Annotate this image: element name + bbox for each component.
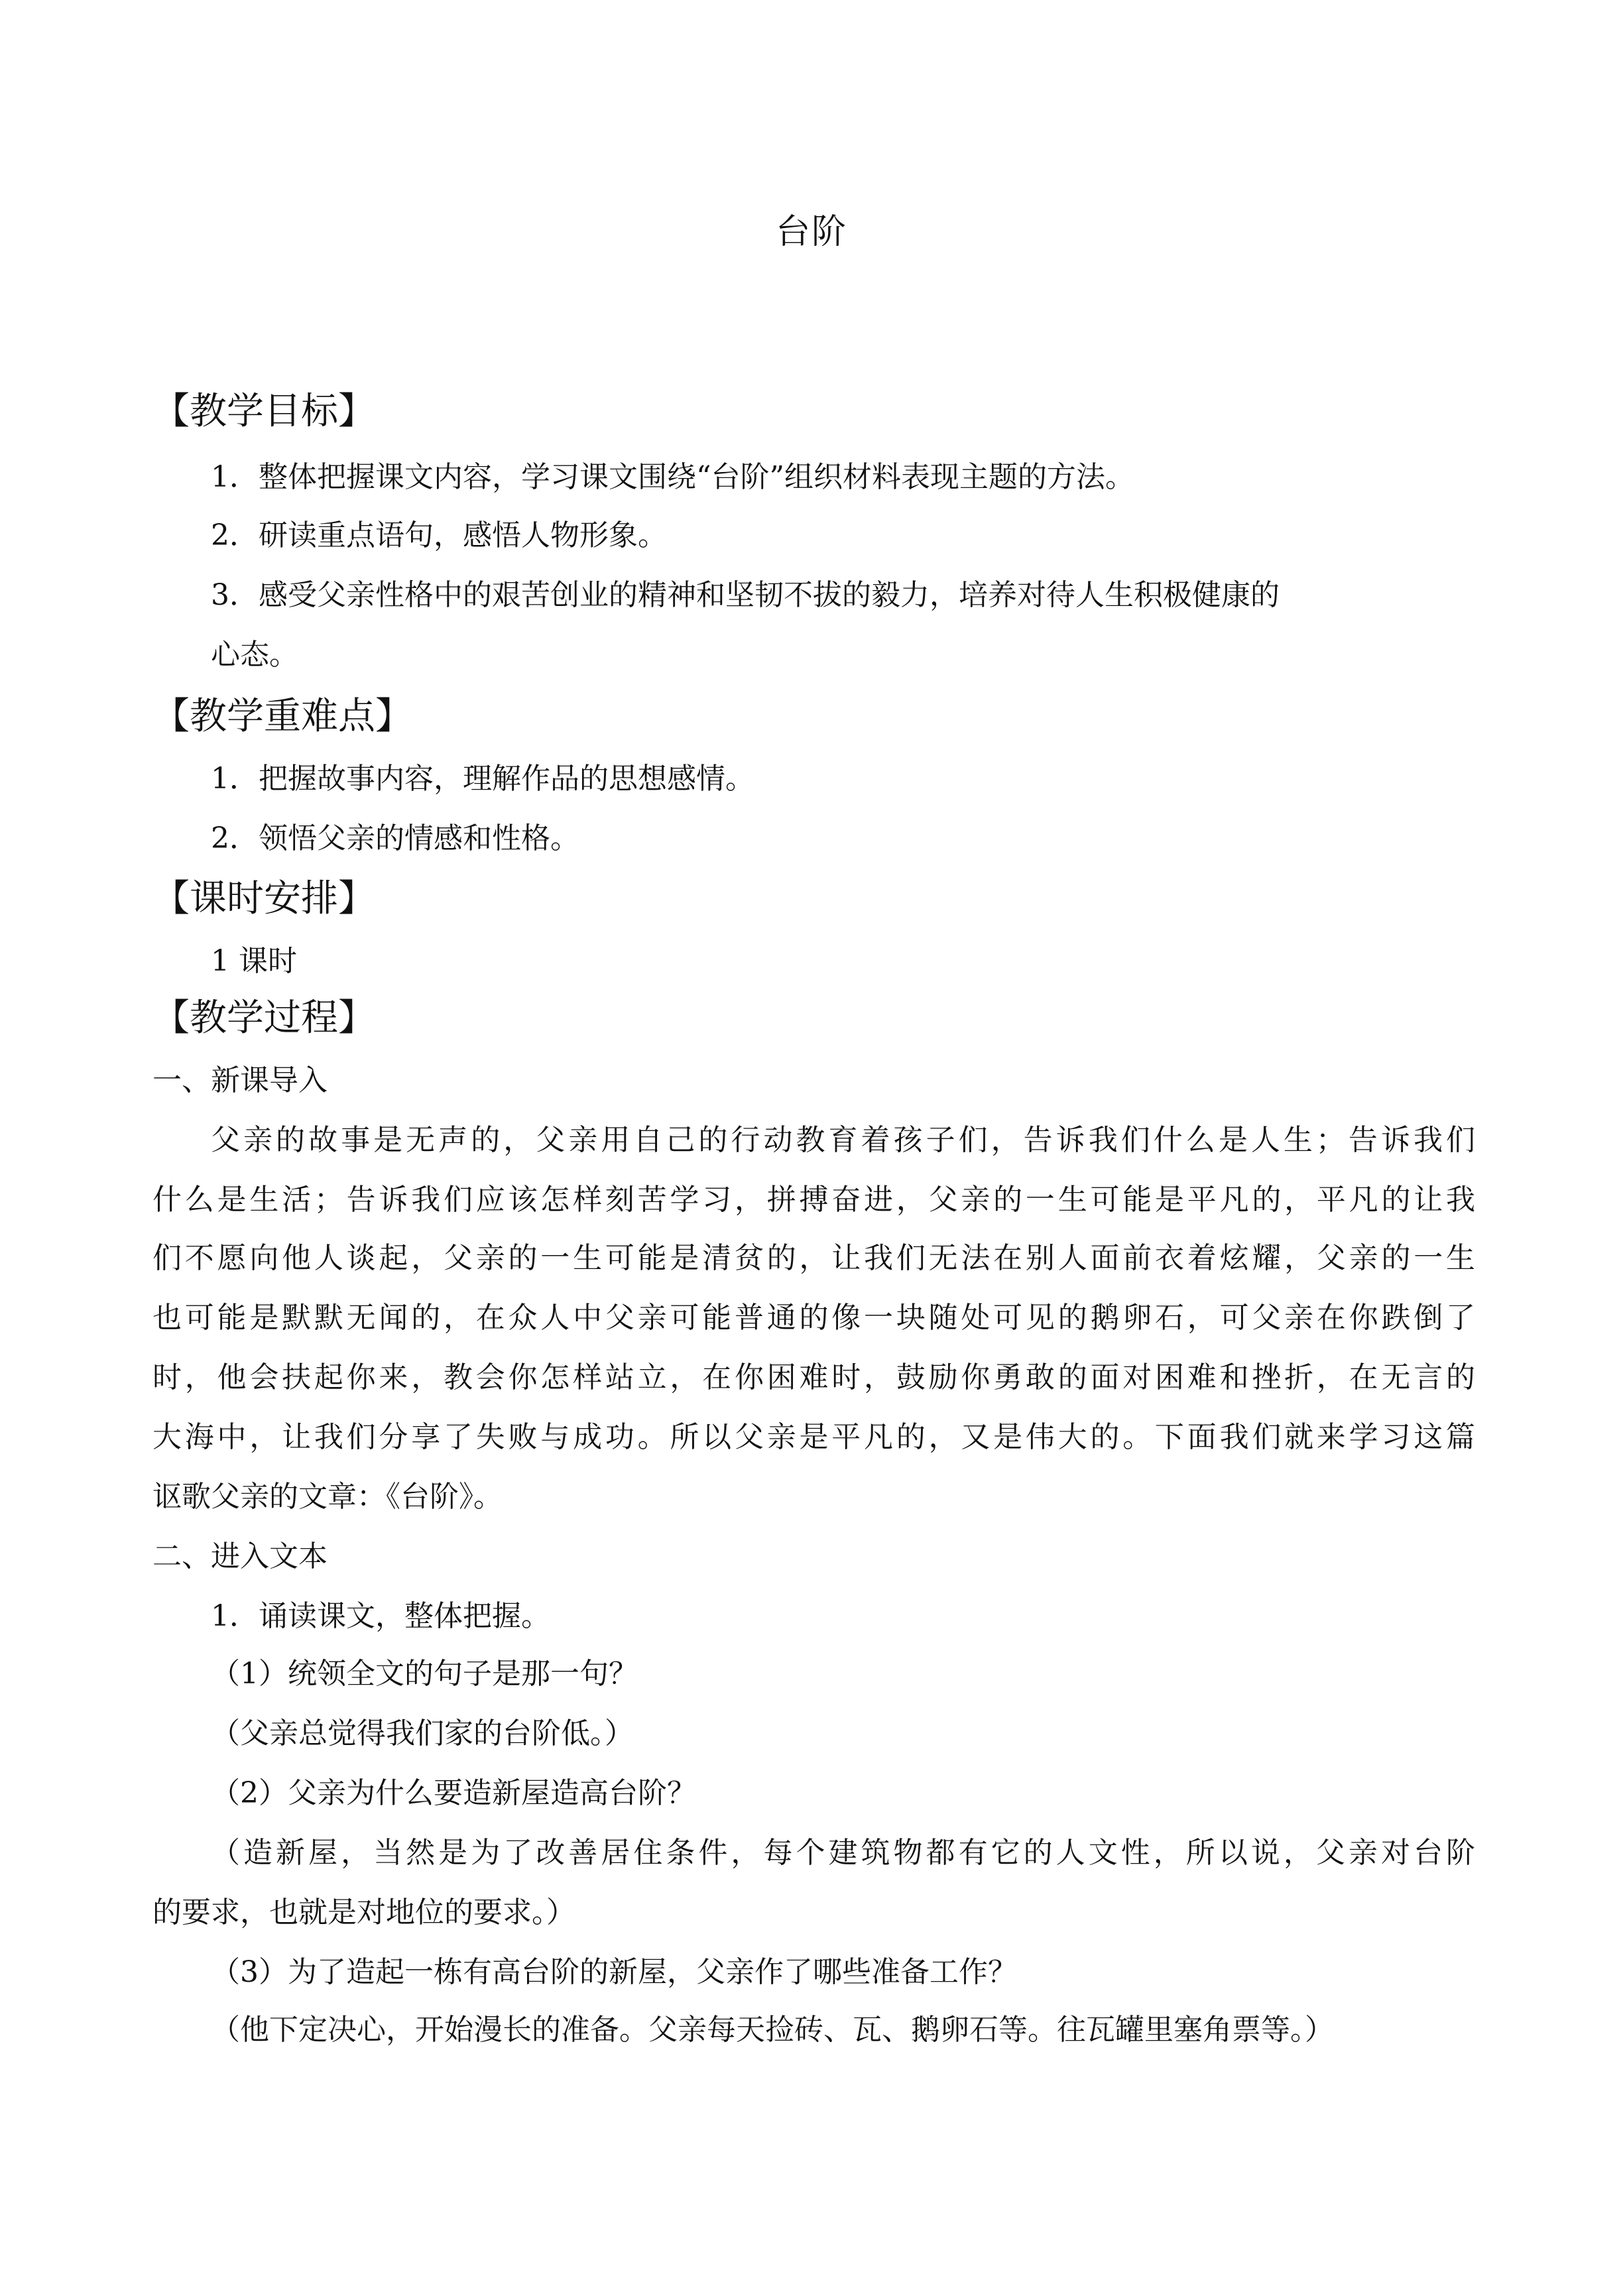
answer-2-line-1: （造新屋，当然是为了改善居住条件，每个建筑物都有它的人文性，所以说，父亲对台阶	[211, 1836, 1475, 1870]
intro-paragraph-line-6: 大海中，让我们分享了失败与成功。所以父亲是平凡的，又是伟大的。下面我们就来学习这篇	[152, 1420, 1475, 1454]
intro-paragraph-line-3: 们不愿向他人谈起，父亲的一生可能是清贫的，让我们无法在别人面前衣着炫耀，父亲的一生	[152, 1241, 1475, 1275]
intro-paragraph-line-7: 讴歌父亲的文章：《台阶》。	[152, 1480, 503, 1514]
keypoint-item-1: 1．把握故事内容，理解作品的思想感情。	[211, 762, 754, 796]
intro-paragraph-line-5: 时，他会扶起你来，教会你怎样站立，在你困难时，鼓励你勇敢的面对困难和挫折，在无言的	[152, 1360, 1475, 1394]
goal-item-3-continued: 心态。	[211, 638, 298, 672]
question-2: （2）父亲为什么要造新屋造高台阶？	[211, 1776, 696, 1810]
process-section-1-title: 一、新课导入	[152, 1063, 328, 1097]
intro-paragraph-line-1: 父亲的故事是无声的，父亲用自己的行动教育着孩子们，告诉我们什么是人生；告诉我们	[211, 1123, 1475, 1157]
schedule-text: 1 课时	[211, 944, 297, 978]
goal-item-2: 2．研读重点语句，感悟人物形象。	[211, 518, 667, 552]
goal-item-1: 1．整体把握课文内容，学习课文围绕“台阶”组织材料表现主题的方法。	[211, 460, 1134, 494]
section-heading-process: 【教学过程】	[152, 997, 375, 1040]
goal-item-3: 3．感受父亲性格中的艰苦创业的精神和坚韧不拔的毅力，培养对待人生积极健康的	[211, 578, 1280, 612]
section-heading-keypoints: 【教学重难点】	[152, 695, 412, 738]
page-title: 台阶	[775, 212, 847, 252]
section-heading-schedule: 【课时安排】	[152, 877, 375, 920]
question-1: （1）统领全文的句子是那一句？	[211, 1657, 638, 1691]
subsection-1-title: 1．诵读课文，整体把握。	[211, 1599, 550, 1633]
keypoint-item-2: 2．领悟父亲的情感和性格。	[211, 821, 579, 855]
process-section-2-title: 二、进入文本	[152, 1540, 328, 1573]
intro-paragraph-line-4: 也可能是默默无闻的，在众人中父亲可能普通的像一块随处可见的鹅卵石，可父亲在你跌倒了	[152, 1301, 1475, 1335]
question-3: （3）为了造起一栋有高台阶的新屋，父亲作了哪些准备工作？	[211, 1955, 1017, 1989]
answer-1: （父亲总觉得我们家的台阶低。）	[211, 1717, 634, 1750]
section-heading-goals: 【教学目标】	[152, 390, 375, 433]
answer-2-line-2: 的要求，也就是对地位的要求。）	[152, 1896, 575, 1929]
intro-paragraph-line-2: 什么是生活；告诉我们应该怎样刻苦学习，拼搏奋进，父亲的一生可能是平凡的，平凡的让我	[152, 1183, 1475, 1217]
answer-3: （他下定决心，开始漫长的准备。父亲每天捡砖、瓦、鹅卵石等。往瓦罐里塞角票等。）	[211, 2013, 1334, 2047]
